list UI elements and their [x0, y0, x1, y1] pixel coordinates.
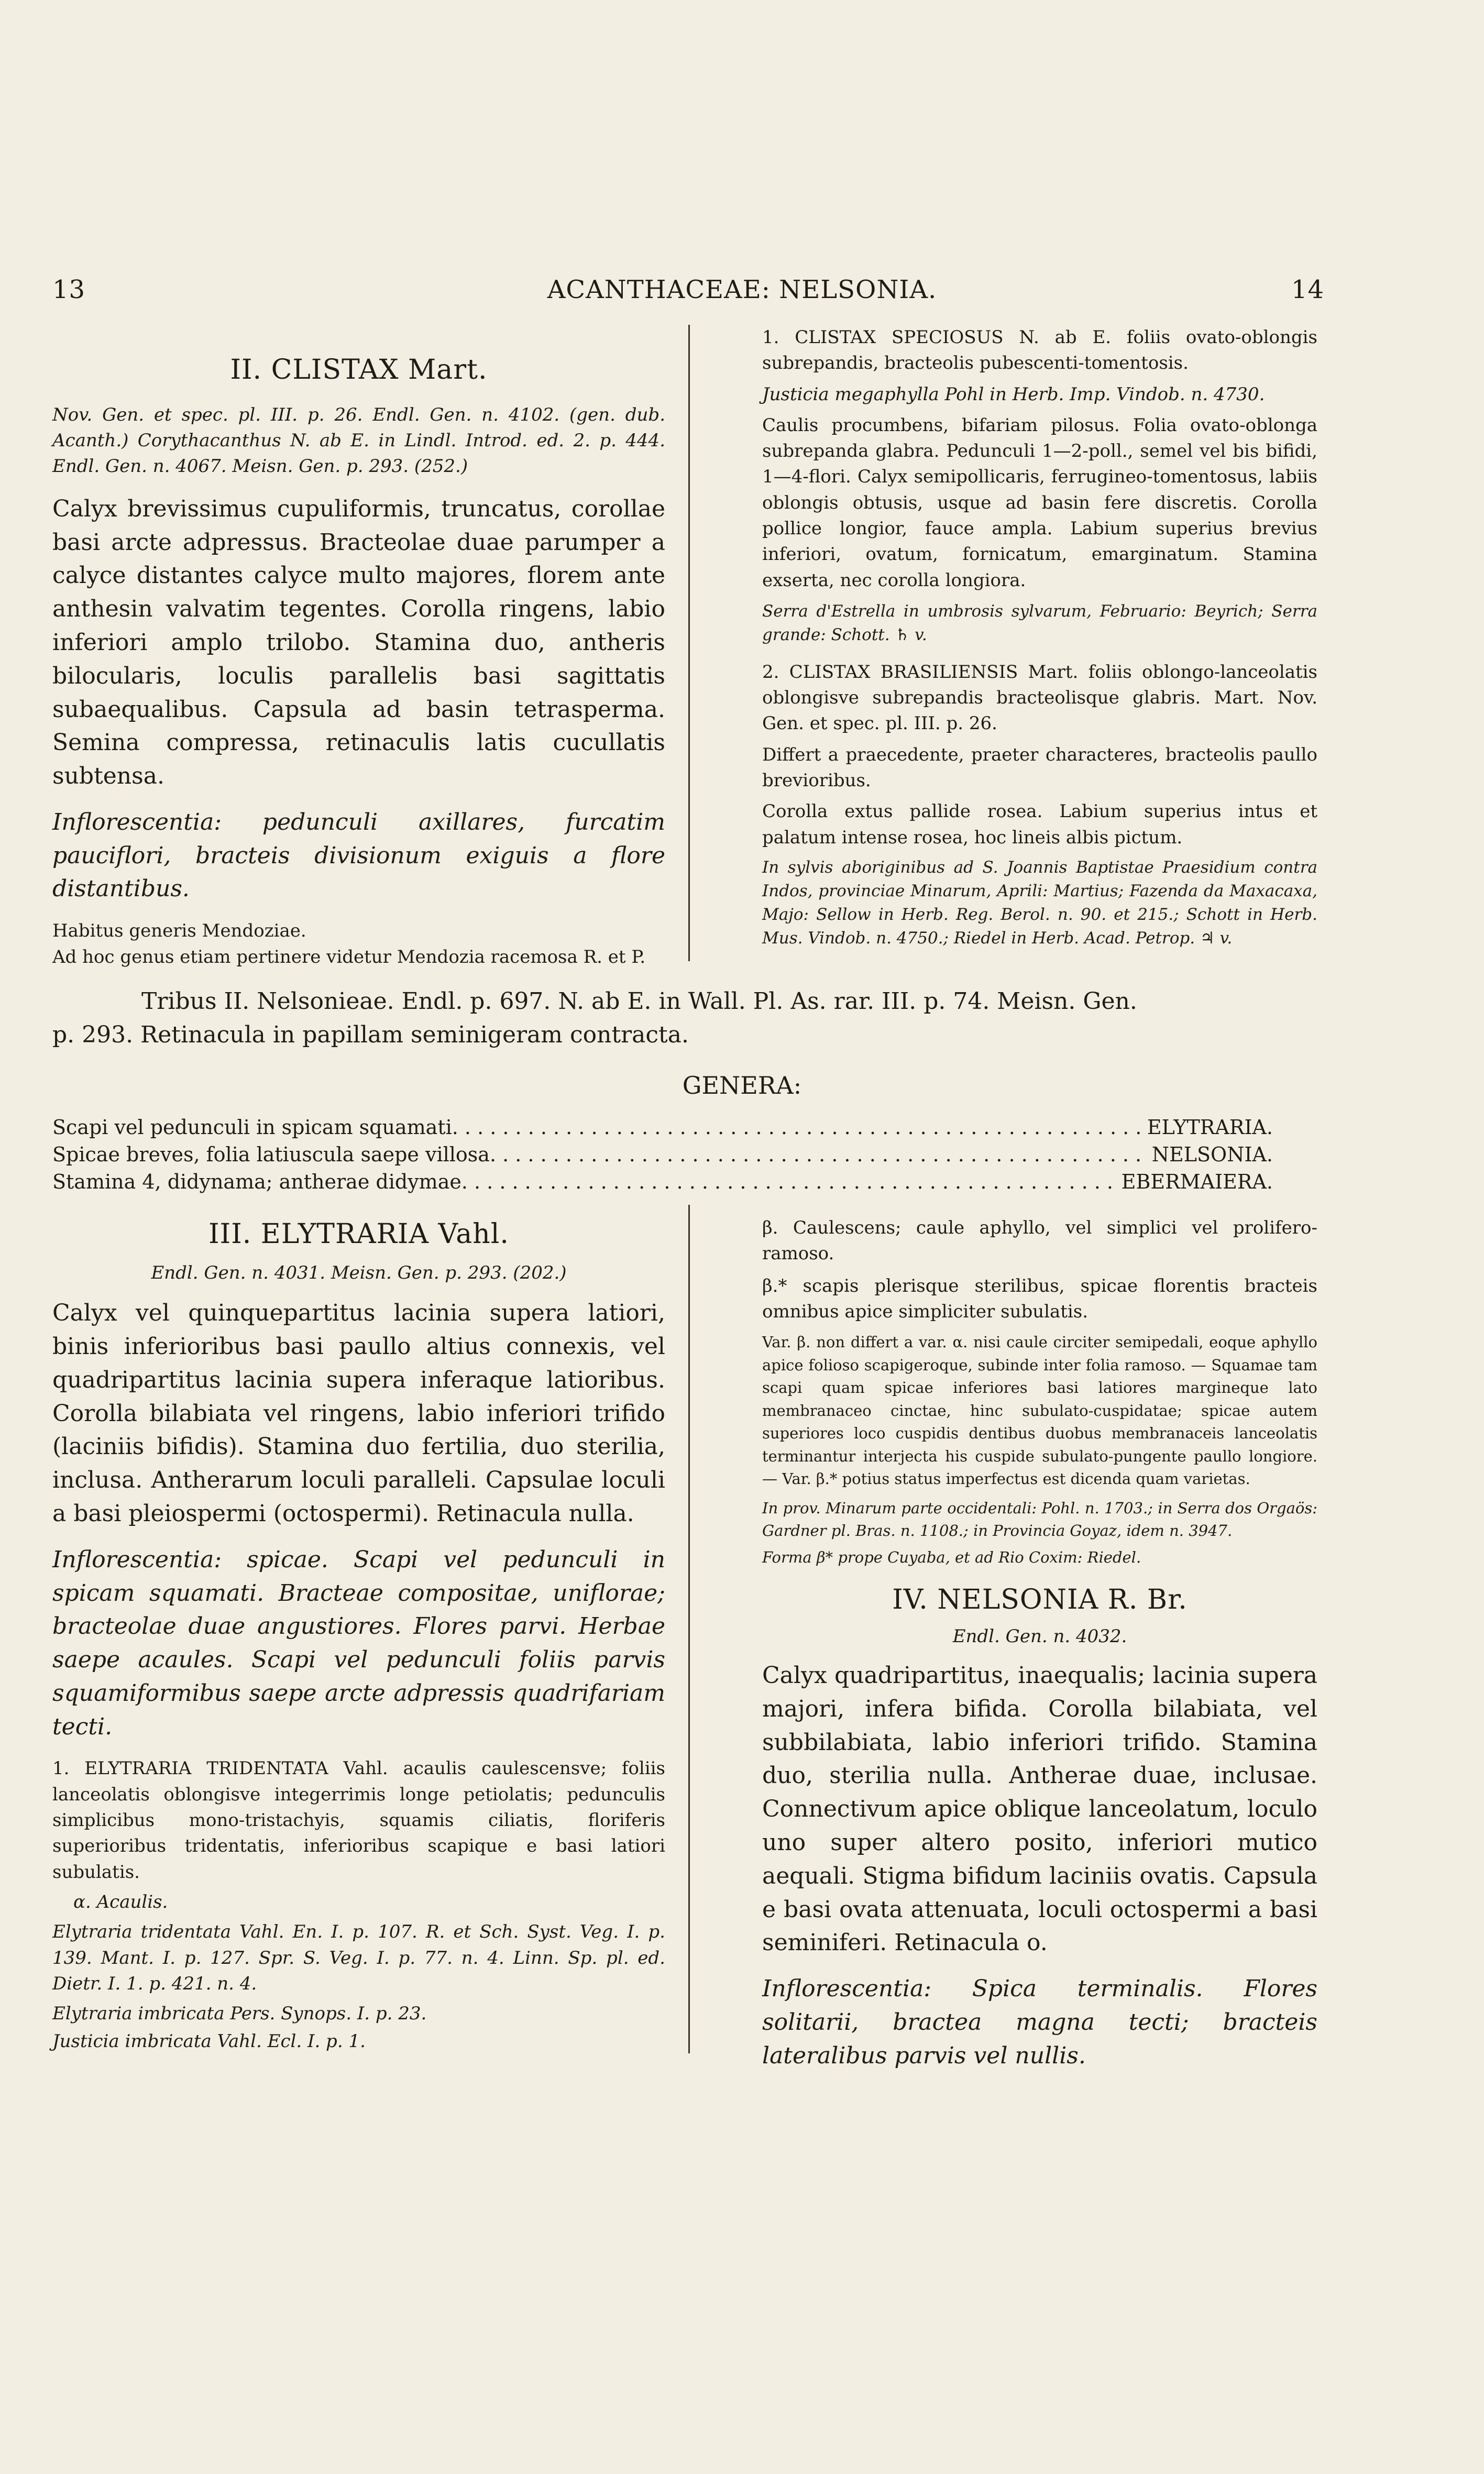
- genus-heading-clistax: II. CLISTAX Mart.: [230, 354, 488, 386]
- variety-locality: In prov. Minarum parte occidentali: Pohl. n. 1703.; in Serra dos Orgaös: Gardner pl. Bras. n. 1108.; in Provincia Goyaz, idem n. 3947.: [762, 1499, 1317, 1540]
- species-locality: In sylvis aboriginibus ad S. Joannis Baptistae Praesidium contra Indos, provinciae Minarum, Aprili: Martius; Fazenda da Maxacaxa, Majo: Sellow in Herb. Reg. Berol. n. 90. et 215.; Schott in Herb. Mus. Vindob. n. 4750.; Riedel in Herb. Acad. Petrop. ♃ v.: [762, 857, 1317, 948]
- habitus-note: Habitus generis Mendoziae.: [52, 920, 306, 942]
- key-leader: [490, 1143, 1145, 1166]
- variety-label: α. Acaulis.: [73, 1891, 168, 1912]
- synonym: Elytraria imbricata Pers. Synops. I. p. 23.: [52, 2003, 427, 2025]
- key-genus: NELSONIA.: [1151, 1143, 1273, 1166]
- genus-description: Calyx brevissimus cupuliformis, truncatus, corollae basi arcte adpressus. Bracteolae duae parumper a calyce distantes calyce multo majores, florem ante anthesin valvatim tegentes. Corolla ringens, labio inferiori amplo trilobo. Stamina duo, antheris bilocularis, loculis parallelis basi sagittatis subaequalibus. Capsula ad basin tetrasperma. Semina compressa, retinaculis latis cucullatis subtensa.: [52, 495, 665, 790]
- synonym: Elytraria tridentata Vahl. En. I. p. 107. R. et Sch. Syst. Veg. I. p. 139. Mant. I. p. 127. Spr. S. Veg. I. p. 77. n. 4. Linn. Sp. pl. ed. Dietr. I. 1. p. 421. n. 4.: [52, 1921, 665, 1994]
- variety-beta: β. Caulescens; caule aphyllo, vel simplici vel prolifero-ramoso.: [762, 1217, 1317, 1265]
- inflorescence-description: Inflorescentia: Spica terminalis. Flores solitarii, bractea magna tecti; bracteis lateralibus parvis vel nullis.: [762, 1975, 1317, 2069]
- inflorescence-description: Inflorescentia: spicae. Scapi vel pedunculi in spicam squamati. Bracteae compositae, uniflorae; bracteolae duae angustiores. Flores parvi. Herbae saepe acaules. Scapi vel pedunculi foliis parvis squamiformibus saepe arcte adpressis quadrifariam tecti.: [52, 1546, 665, 1740]
- left-column-lower: [52, 1215, 665, 2055]
- right-page-number: 14: [1291, 275, 1325, 304]
- species-synonym: Justicia megaphylla Pohl in Herb. Imp. Vindob. n. 4730.: [762, 383, 1265, 405]
- species-description: Caulis procumbens, bifariam pilosus. Folia ovato-oblonga subrepanda glabra. Pedunculi 1—2-poll., semel vel bis bifidi, 1—4-flori. Calyx semipollicaris, ferrugineo-tomentosus, labiis oblongis obtusis, usque ad basin fere discretis. Corolla pollice longior, fauce ampla. Labium superius brevius inferiori, ovatum, fornicatum, emarginatum. Stamina exserta, nec corolla longiora.: [762, 414, 1317, 591]
- genus-references: Endl. Gen. n. 4031. Meisn. Gen. p. 293. (202.): [151, 1262, 567, 1283]
- key-genus: EBERMAIERA.: [1121, 1170, 1273, 1193]
- tribus-heading: [52, 985, 1325, 1052]
- genus-heading-nelsonia: IV. NELSONIA R. Br.: [892, 1584, 1188, 1615]
- species-locality: Serra d'Estrella in umbrosis sylvarum, Februario: Beyrich; Serra grande: Schott. ♄ v.: [762, 601, 1317, 644]
- genus-description: Calyx vel quinquepartitus lacinia supera latiori, binis inferioribus basi paullo altius connexis, vel quadripartitus lacinia supera inferaque latioribus. Corolla bilabiata vel ringens, labio inferiori trifido (laciniis bifidis). Stamina duo fertilia, duo sterilia, inclusa. Antherarum loculi paralleli. Capsulae loculi a basi pleiospermi (octospermi). Retinacula nulla.: [52, 1300, 665, 1527]
- key-row: [52, 1143, 1273, 1166]
- left-page-number: 13: [52, 275, 86, 304]
- genera-heading: GENERA:: [682, 1071, 802, 1099]
- inflorescence-description: Inflorescentia: pedunculi axillares, furcatim pauciflori, bracteis divisionum exiguis a flore distantibus.: [52, 808, 665, 903]
- key-genus: ELYTRARIA.: [1147, 1116, 1273, 1139]
- synonym: Justicia imbricata Vahl. Ecl. I. p. 1.: [52, 2031, 366, 2052]
- genus-heading-elytraria: III. ELYTRARIA Vahl.: [208, 1218, 509, 1250]
- key-row: [52, 1170, 1273, 1193]
- key-leader: [461, 1170, 1114, 1193]
- genera-key: [52, 1116, 1273, 1193]
- right-column-lower: [762, 1215, 1317, 2073]
- key-character: Spicae breves, folia latiuscula saepe villosa: [52, 1143, 490, 1166]
- species-clistax-speciosus: 1. CLISTAX SPECIOSUS N. ab E. foliis ovato-oblongis subrepandis, bracteolis pubescenti-tomentosis.: [762, 327, 1317, 374]
- variety-note: Var. β. non differt a var. α. nisi caule circiter semipedali, eoque aphyllo apice folioso scapigeroque, subinde inter folia ramoso. — Squamae tam scapi quam spicae inferiores basi latiores margineque lato membranaceo cinctae, hinc subulato-cuspidatae; spicae autem superiores loco cuspidis dentibus duobus membranaceis lanceolatis terminantur interjecta his cuspide subulato-pungente paullo longiore. — Var. β.* potius status imperfectus est dicenda quam varietas.: [762, 1333, 1317, 1488]
- genus-references: Endl. Gen. n. 4032.: [952, 1625, 1127, 1647]
- key-character: Scapi vel pedunculi in spicam squamati: [52, 1116, 452, 1139]
- genus-references: Nov. Gen. et spec. pl. III. p. 26. Endl. Gen. n. 4102. (gen. dub. Acanth.) Corythacanthus N. ab E. in Lindl. Introd. ed. 2. p. 444. Endl. Gen. n. 4067. Meisn. Gen. p. 293. (252.): [52, 404, 665, 477]
- key-character: Stamina 4, didynama; antherae didymae: [52, 1170, 461, 1193]
- key-row: [52, 1116, 1273, 1139]
- column-divider-lower: [688, 1205, 690, 2053]
- species-description: Differt a praecedente, praeter characteres, bracteolis paullo brevioribus.: [762, 744, 1317, 791]
- tribus-line: Tribus II. Nelsonieae. Endl. p. 697. N. ab E. in Wall. Pl. As. rar. III. p. 74. Meisn. Gen.: [141, 988, 1137, 1015]
- species-clistax-brasiliensis: 2. CLISTAX BRASILIENSIS Mart. foliis oblongo-lanceolatis oblongisve subrepandis bracteolisque glabris. Mart. Nov. Gen. et spec. pl. III. p. 26.: [762, 661, 1317, 734]
- variety-beta-star: β.* scapis plerisque sterilibus, spicae florentis bracteis omnibus apice simpliciter subulatis.: [762, 1275, 1317, 1322]
- running-title: ACANTHACEAE: NELSONIA.: [547, 275, 937, 304]
- right-column-upper: [762, 325, 1317, 950]
- left-column-upper: [52, 351, 665, 970]
- forma-locality: Forma β* prope Cuyaba, et ad Rio Coxim: Riedel.: [762, 1548, 1141, 1566]
- genus-description: Calyx quadripartitus, inaequalis; lacinia supera majori, infera bifida. Corolla bilabiata, vel subbilabiata, labio inferiori trifido. Stamina duo, sterilia nulla. Antherae duae, inclusae. Connectivum apice oblique lanceolatum, loculo uno super altero posito, inferiori mutico aequali. Stigma bifidum laciniis ovatis. Capsula e basi ovata attenuata, loculi octospermi a basi seminiferi. Retinacula o.: [762, 1662, 1317, 1956]
- key-leader: [452, 1116, 1140, 1139]
- tribus-line: p. 293. Retinacula in papillam seminigeram contracta.: [52, 1021, 689, 1048]
- species-description: Corolla extus pallide rosea. Labium superius intus et palatum intense rosea, hoc lineis albis pictum.: [762, 801, 1317, 848]
- species-elytraria-tridentata: 1. ELYTRARIA TRIDENTATA Vahl. acaulis caulescensve; foliis lanceolatis oblongisve integerrimis longe petiolatis; pedunculis simplicibus mono-tristachyis, squamis ciliatis, floriferis superioribus tridentatis, inferioribus scapique e basi latiori subulatis.: [52, 1758, 665, 1883]
- genus-note: Ad hoc genus etiam pertinere videtur Mendozia racemosa R. et P.: [52, 946, 646, 967]
- column-divider-upper: [688, 325, 690, 961]
